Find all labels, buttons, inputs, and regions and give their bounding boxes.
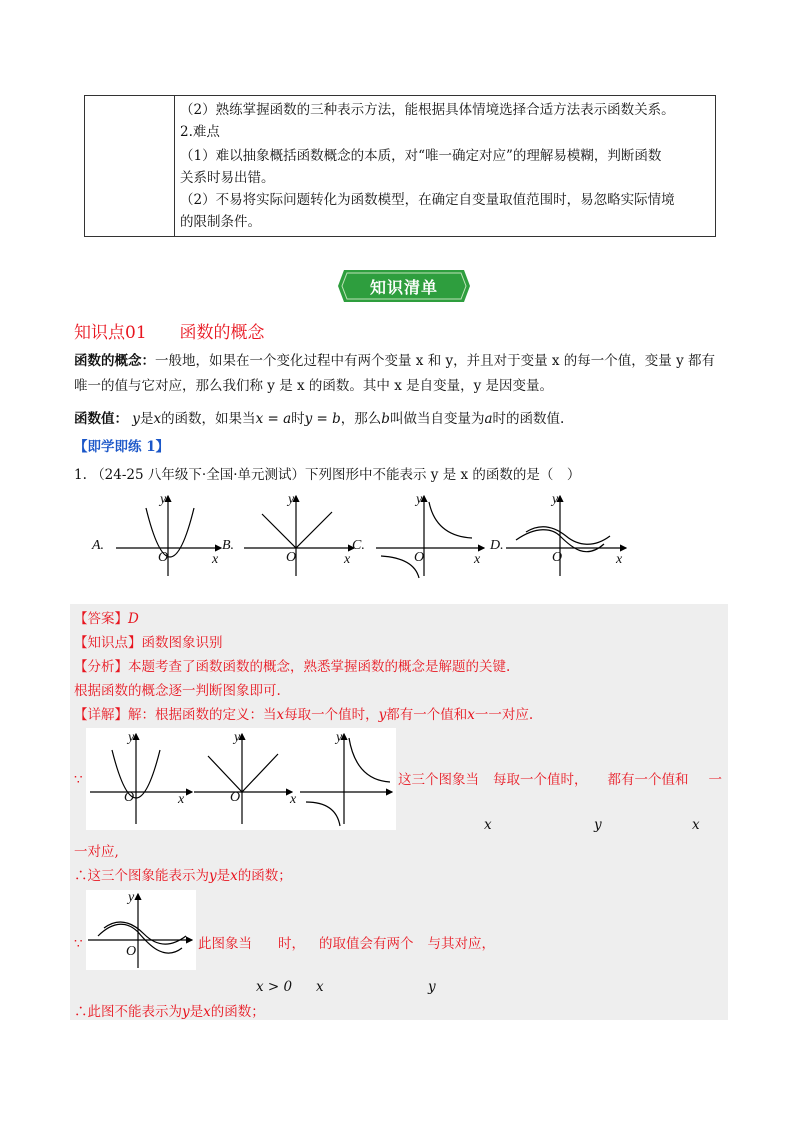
therefore2-text-a: ∴此图不能表示为	[74, 1004, 182, 1020]
detail-var-x-2: x	[467, 707, 475, 723]
sg-y: y	[128, 890, 135, 905]
tg-a-x: x	[178, 792, 185, 807]
detail-line	[74, 705, 533, 725]
var-b: b	[381, 411, 390, 427]
tg-b-y: y	[234, 730, 241, 745]
graph-a-y-label: y	[160, 492, 167, 507]
therefore2-var-y: y	[182, 1004, 190, 1020]
fv-text-1: 是	[139, 411, 154, 427]
table-line-5: （2）不易将实际问题转化为函数模型，在确定自变量取值范围时，易忽略实际情境	[180, 192, 675, 208]
section-number: 知识点01	[74, 323, 147, 343]
function-value-line	[74, 409, 564, 429]
tg-b-x: x	[290, 792, 297, 807]
sg-o: O	[126, 944, 137, 959]
graph-c-hyperbola-right	[429, 502, 472, 538]
definition-label: 函数的概念：	[74, 353, 155, 369]
three-text-a: 这三个图象当	[398, 772, 479, 788]
detail-var-y: y	[378, 707, 387, 723]
because-symbol-2: ∵	[74, 936, 83, 952]
detail-text-d: 一一对应.	[474, 707, 534, 723]
tg-a-y: y	[128, 730, 135, 745]
table-line-3: （1）难以抽象概括函数概念的本质，对“唯一确定对应”的理解易模糊，判断函数	[180, 148, 662, 164]
section-heading	[74, 318, 264, 343]
three-graphs-line	[398, 770, 722, 790]
therefore2-var-x: x	[203, 1004, 211, 1020]
therefore1-text-c: 的函数；	[237, 868, 292, 884]
analysis-line	[74, 657, 510, 677]
three-var-y: y	[594, 817, 602, 833]
graph-b-origin: O	[286, 550, 297, 565]
fv-text-4: ，那么	[340, 411, 382, 427]
graph-c-origin: O	[414, 550, 425, 565]
expr-x-gt-0: x > 0	[256, 979, 293, 995]
analysis-line-2: 根据函数的概念逐一判断图象即可.	[74, 683, 281, 699]
table-line-1: （2）熟练掌握函数的三种表示方法，能根据具体情境选择合适方法表示函数关系。	[180, 102, 675, 118]
table-line-6: 的限制条件。	[180, 214, 261, 230]
single-graph-line	[198, 934, 495, 954]
because-symbol-1: ∵	[74, 772, 83, 788]
tg-b-o: O	[230, 790, 241, 805]
option-c-label: C.	[352, 538, 365, 553]
therefore2-text-b: 是	[189, 1004, 204, 1020]
kp-value: 函数图象识别	[141, 635, 223, 651]
analysis-value: 本题考查了函数函数的概念，熟悉掌握函数的概念是解题的关键.	[128, 659, 511, 675]
detail-var-x: x	[276, 707, 285, 723]
three-graphs-image	[86, 728, 396, 830]
single-var-y: y	[428, 979, 436, 995]
question-number: 1.	[74, 467, 87, 483]
expr-y-eq-b: y = b	[304, 411, 341, 427]
graph-b-abs-line	[262, 512, 332, 548]
tg-c-y: y	[336, 730, 343, 745]
detail-text-a: 解：根据函数的定义：当	[128, 707, 277, 723]
graph-c-x-label: x	[474, 552, 481, 567]
graph-b-x-label: x	[344, 552, 351, 567]
graph-a-origin: O	[158, 550, 169, 565]
definition-line-1	[74, 351, 715, 371]
tg-a-o: O	[124, 790, 135, 805]
table-divider	[174, 96, 175, 236]
banner-label: 知识清单	[369, 278, 438, 297]
therefore1-text-a: ∴这三个图象能表示为	[74, 868, 209, 884]
single-graph-image	[86, 890, 196, 970]
question-line	[74, 465, 580, 485]
detail-text-b: 每取一个值时，	[284, 707, 379, 723]
three-continuation: 一对应,	[74, 844, 119, 860]
three-var-x: x	[484, 817, 492, 833]
var-y: y	[132, 411, 140, 427]
fv-text-2: 的函数，如果当	[161, 411, 256, 427]
single-text-c: 的取值会有两个	[319, 936, 414, 952]
graph-b-y-label: y	[288, 492, 295, 507]
expr-x-eq-a: x = a	[255, 411, 292, 427]
single-text-a: 此图象当	[198, 936, 252, 952]
option-graphs	[86, 488, 646, 580]
table-line-4: 关系时易出错。	[180, 170, 275, 186]
therefore-line-1	[74, 866, 292, 886]
fv-text-3: 时	[291, 411, 305, 427]
answer-value: D	[128, 611, 139, 627]
graph-d-curve-2	[526, 527, 610, 545]
option-b-label: B.	[222, 538, 235, 553]
detail-text-c: 都有一个值和	[386, 707, 468, 723]
kp-label: 【知识点】	[74, 635, 142, 651]
graph-a-x-label: x	[212, 552, 219, 567]
graph-d-y-label: y	[552, 492, 559, 507]
answer-label: 【答案】	[74, 611, 128, 627]
therefore2-text-c: 的函数；	[210, 1004, 265, 1020]
function-value-label: 函数值：	[74, 411, 128, 427]
fv-text-5: 叫做当自变量为	[389, 411, 485, 427]
fv-text-6: 时的函数值.	[492, 411, 565, 427]
detail-label: 【详解】	[74, 707, 128, 723]
knowledge-point-line	[74, 633, 223, 653]
section-title: 函数的概念	[179, 323, 265, 343]
graph-a-parabola	[146, 508, 194, 557]
single-text-d: 与其对应，	[427, 936, 495, 952]
question-text: 下列图形中不能表示 y 是 x 的函数的是（ ）	[304, 467, 581, 483]
graph-c-y-label: y	[416, 492, 423, 507]
three-text-b: 每取一个值时，	[493, 772, 588, 788]
graph-d-x-label: x	[616, 552, 623, 567]
analysis-label: 【分析】	[74, 659, 128, 675]
therefore1-var-y: y	[209, 868, 217, 884]
answer-line	[74, 609, 139, 629]
var-a: a	[484, 411, 493, 427]
graph-d-origin: O	[552, 550, 563, 565]
option-a-label: A.	[92, 538, 105, 553]
therefore1-var-x: x	[230, 868, 238, 884]
three-text-d: 一	[708, 772, 722, 788]
three-text-c: 都有一个值和	[607, 772, 689, 788]
definition-line-2: 唯一的值与它对应，那么我们称 y 是 x 的函数。其中 x 是自变量，y 是因变量。	[74, 378, 554, 394]
single-text-b: 时，	[278, 936, 305, 952]
question-source: （24-25 八年级下·全国·单元测试）	[91, 467, 305, 483]
three-var-x-2: x	[692, 817, 700, 833]
therefore-line-2	[74, 1002, 265, 1022]
single-var-x: x	[316, 979, 324, 995]
definition-text-1: 一般地，如果在一个变化过程中有两个变量 x 和 y，并且对于变量 x 的每一个值，变量 y 都有	[155, 353, 716, 369]
var-x: x	[153, 411, 162, 427]
table-line-2: 2.难点	[180, 124, 220, 140]
practice-title: 【即学即练 1】	[74, 439, 170, 455]
option-d-label: D.	[490, 538, 504, 553]
therefore1-text-b: 是	[216, 868, 231, 884]
